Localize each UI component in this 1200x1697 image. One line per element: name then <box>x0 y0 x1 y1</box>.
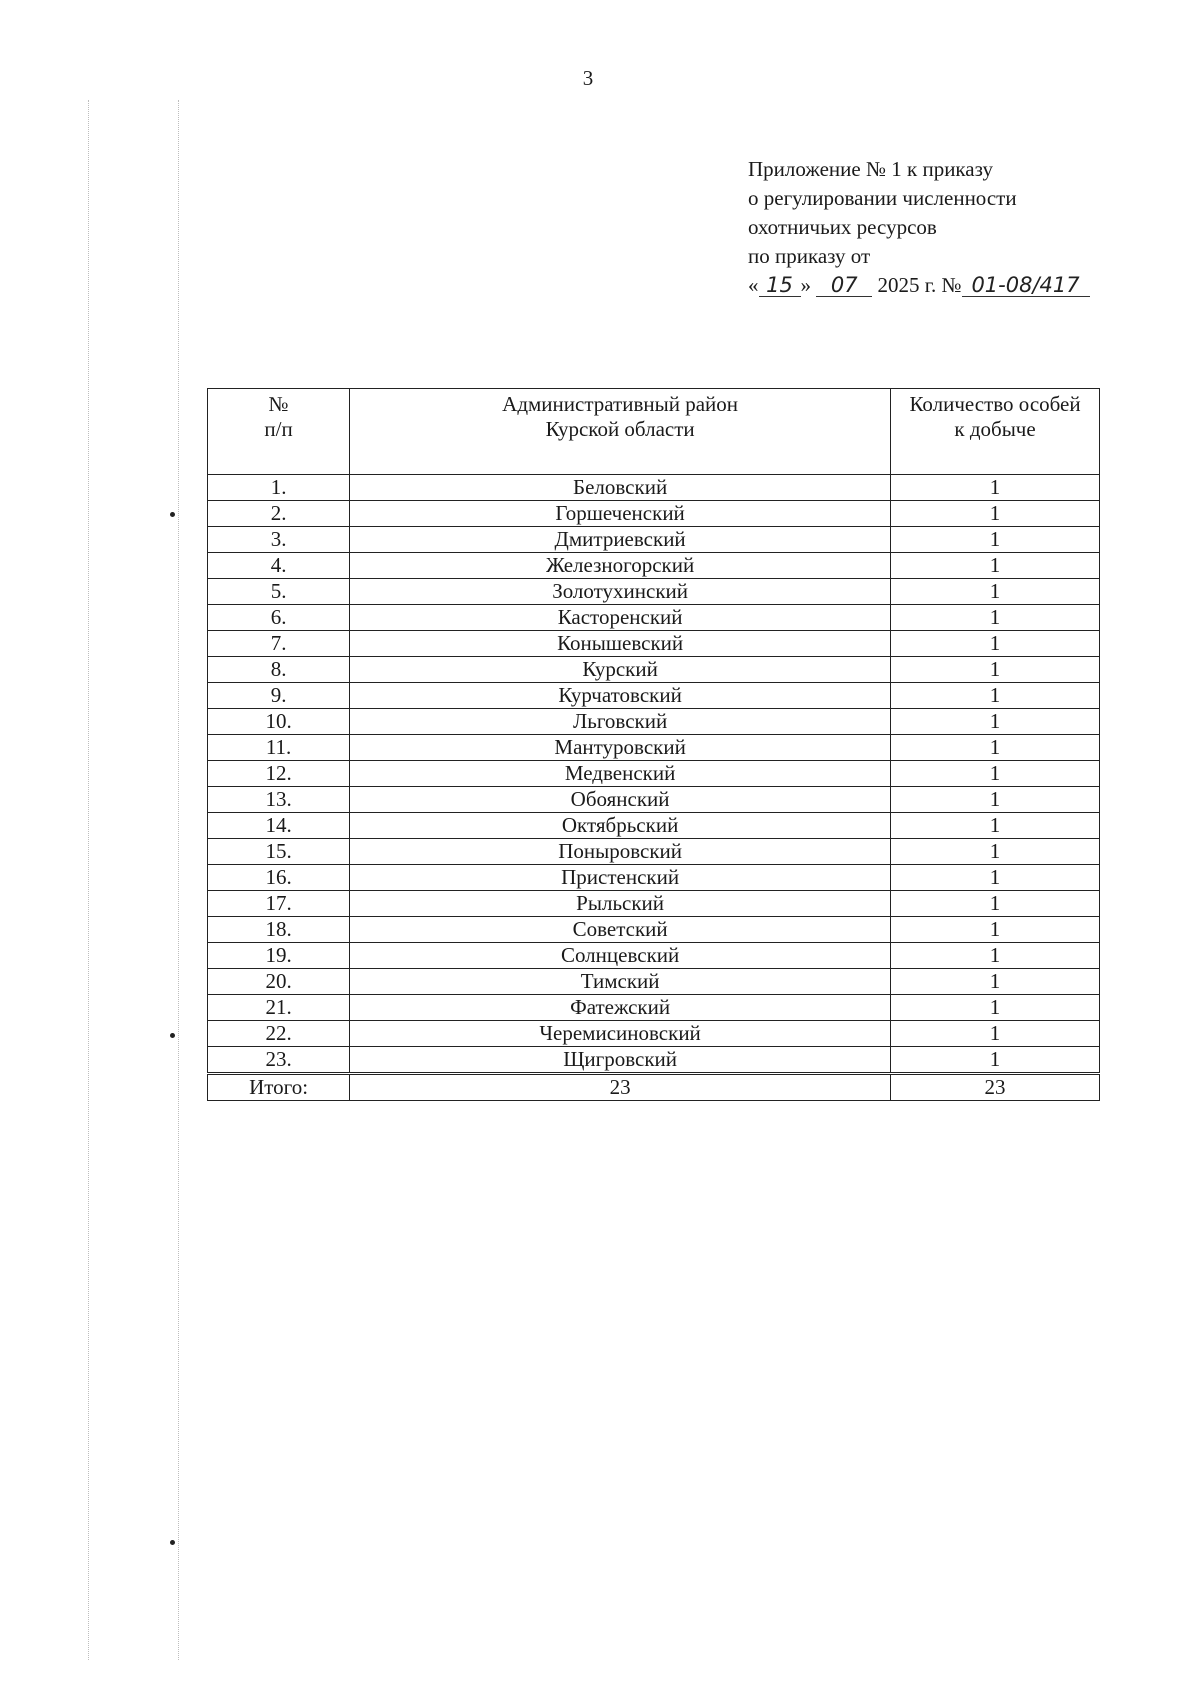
row-district: Щигровский <box>350 1047 891 1074</box>
table-row <box>208 813 1100 839</box>
row-number: 9. <box>208 683 350 709</box>
table-row <box>208 553 1100 579</box>
table-row <box>208 501 1100 527</box>
row-count: 1 <box>891 527 1100 553</box>
row-count: 1 <box>891 995 1100 1021</box>
row-number: 3. <box>208 527 350 553</box>
row-number: 4. <box>208 553 350 579</box>
date-open-quote: « <box>748 273 759 297</box>
table-row <box>208 735 1100 761</box>
row-district: Медвенский <box>350 761 891 787</box>
table-row <box>208 631 1100 657</box>
row-count: 1 <box>891 1047 1100 1074</box>
row-district: Курчатовский <box>350 683 891 709</box>
row-count: 1 <box>891 579 1100 605</box>
scan-artifact-dot <box>170 512 175 517</box>
scan-artifact-line <box>178 100 179 1660</box>
row-district: Рыльский <box>350 891 891 917</box>
row-district: Тимский <box>350 969 891 995</box>
row-number: 10. <box>208 709 350 735</box>
row-district: Золотухинский <box>350 579 891 605</box>
row-district: Советский <box>350 917 891 943</box>
row-number: 23. <box>208 1047 350 1074</box>
table-row <box>208 709 1100 735</box>
table-header-row <box>208 389 1100 475</box>
row-count: 1 <box>891 709 1100 735</box>
row-count: 1 <box>891 735 1100 761</box>
row-count: 1 <box>891 1021 1100 1047</box>
row-count: 1 <box>891 501 1100 527</box>
table-row <box>208 943 1100 969</box>
row-count: 1 <box>891 865 1100 891</box>
row-number: 2. <box>208 501 350 527</box>
row-count: 1 <box>891 787 1100 813</box>
table-row <box>208 865 1100 891</box>
total-label: Итого: <box>208 1074 350 1101</box>
table-row <box>208 1021 1100 1047</box>
row-number: 13. <box>208 787 350 813</box>
scan-artifact-line <box>88 100 89 1660</box>
row-number: 20. <box>208 969 350 995</box>
row-district: Горшеченский <box>350 501 891 527</box>
row-district: Фатежский <box>350 995 891 1021</box>
row-district: Обоянский <box>350 787 891 813</box>
row-count: 1 <box>891 657 1100 683</box>
row-district: Конышевский <box>350 631 891 657</box>
row-count: 1 <box>891 631 1100 657</box>
scan-artifact-dot <box>170 1540 175 1545</box>
page-number: 3 <box>582 66 594 90</box>
table-row <box>208 917 1100 943</box>
row-district: Поныровский <box>350 839 891 865</box>
row-number: 17. <box>208 891 350 917</box>
row-number: 5. <box>208 579 350 605</box>
order-date-line <box>748 271 1090 300</box>
districts-table <box>207 388 1100 1101</box>
row-district: Курский <box>350 657 891 683</box>
row-district: Солнцевский <box>350 943 891 969</box>
row-count: 1 <box>891 917 1100 943</box>
header-number: № п/п <box>208 389 350 475</box>
appendix-line: охотничьих ресурсов <box>748 215 937 239</box>
table-row <box>208 969 1100 995</box>
row-district: Беловский <box>350 475 891 501</box>
row-count: 1 <box>891 605 1100 631</box>
header-district: Административный район Курской области <box>350 389 891 475</box>
table-row <box>208 995 1100 1021</box>
row-count: 1 <box>891 813 1100 839</box>
date-year: 2025 г. № <box>877 273 962 297</box>
row-number: 21. <box>208 995 350 1021</box>
row-number: 7. <box>208 631 350 657</box>
row-number: 11. <box>208 735 350 761</box>
table-row <box>208 839 1100 865</box>
total-row <box>208 1074 1100 1101</box>
table-row <box>208 787 1100 813</box>
row-number: 8. <box>208 657 350 683</box>
row-count: 1 <box>891 553 1100 579</box>
handwritten-order-number: 01-08/417 <box>962 274 1090 297</box>
row-number: 12. <box>208 761 350 787</box>
row-number: 18. <box>208 917 350 943</box>
row-count: 1 <box>891 891 1100 917</box>
row-district: Касторенский <box>350 605 891 631</box>
handwritten-day: 15 <box>759 274 801 297</box>
row-count: 1 <box>891 839 1100 865</box>
appendix-header <box>748 155 1090 300</box>
row-number: 16. <box>208 865 350 891</box>
row-count: 1 <box>891 969 1100 995</box>
row-number: 19. <box>208 943 350 969</box>
row-district: Железногорский <box>350 553 891 579</box>
row-number: 22. <box>208 1021 350 1047</box>
scan-artifact-dot <box>170 1033 175 1038</box>
row-count: 1 <box>891 761 1100 787</box>
row-number: 1. <box>208 475 350 501</box>
row-count: 1 <box>891 683 1100 709</box>
table-row <box>208 605 1100 631</box>
date-close-quote: » <box>800 273 811 297</box>
total-districts: 23 <box>350 1074 891 1101</box>
row-district: Пристенский <box>350 865 891 891</box>
row-district: Октябрьский <box>350 813 891 839</box>
handwritten-month: 07 <box>816 274 872 297</box>
row-number: 6. <box>208 605 350 631</box>
total-count: 23 <box>891 1074 1100 1101</box>
row-count: 1 <box>891 475 1100 501</box>
row-district: Мантуровский <box>350 735 891 761</box>
table-row <box>208 1047 1100 1074</box>
table-row <box>208 891 1100 917</box>
header-count: Количество особей к добыче <box>891 389 1100 475</box>
row-number: 14. <box>208 813 350 839</box>
row-district: Дмитриевский <box>350 527 891 553</box>
row-district: Льговский <box>350 709 891 735</box>
row-count: 1 <box>891 943 1100 969</box>
table-row <box>208 475 1100 501</box>
table-row <box>208 683 1100 709</box>
row-district: Черемисиновский <box>350 1021 891 1047</box>
appendix-line: Приложение № 1 к приказу <box>748 157 993 181</box>
table-row <box>208 527 1100 553</box>
table-row <box>208 657 1100 683</box>
appendix-line: о регулировании численности <box>748 186 1017 210</box>
appendix-line: по приказу от <box>748 244 871 268</box>
table-row <box>208 579 1100 605</box>
row-number: 15. <box>208 839 350 865</box>
table-row <box>208 761 1100 787</box>
table-body <box>208 475 1100 1074</box>
